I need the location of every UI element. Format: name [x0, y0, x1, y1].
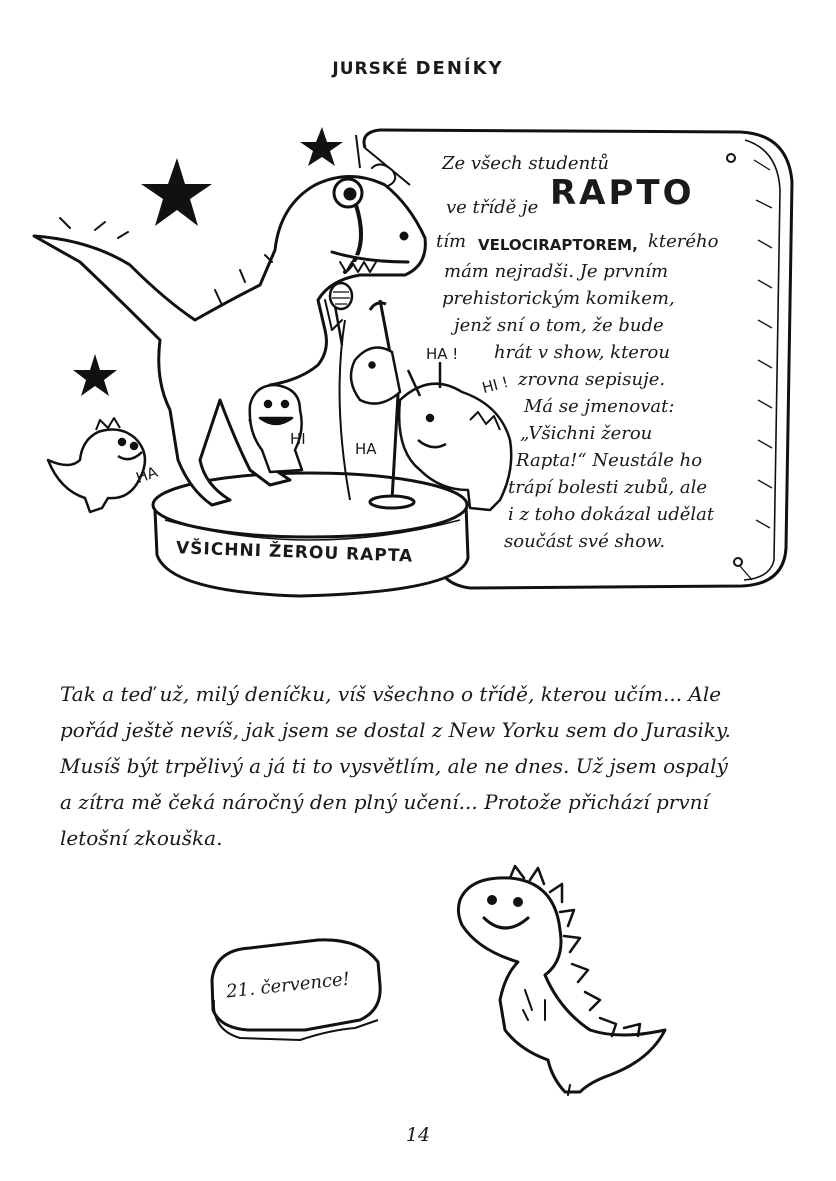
laugh-label: HA	[133, 462, 160, 488]
stone-date-label: 21. července!	[225, 968, 351, 1003]
series-title-word2: DENÍKY	[415, 58, 504, 79]
laugh-label: HA !	[426, 345, 459, 363]
bubble-line: mám nejradši. Je prvním	[444, 261, 669, 282]
bubble-line: součást své show.	[504, 531, 666, 552]
bubble-line: zrovna sepisuje.	[518, 369, 666, 390]
bubble-line: Má se jmenovat:	[524, 396, 675, 417]
star-icon	[73, 354, 117, 396]
bubble-line: „Všichni žerou	[520, 423, 653, 444]
bubble-line: trápí bolesti zubů, ale	[508, 477, 708, 498]
body-line: Musíš být trpělivý a já ti to vysvětlím, ale ne dnes. Už jsem ospalý	[60, 754, 728, 778]
bubble-line: hrát v show, kterou	[494, 342, 670, 363]
star-icon	[300, 127, 343, 166]
bubble-line: jenž sní o tom, že bude	[454, 315, 664, 336]
bubble-line: ve třídě je	[446, 197, 539, 218]
laugh-label: HI !	[480, 372, 511, 398]
bubble-line: Rapta!“ Neustále ho	[516, 450, 703, 471]
body-line: Tak a teď už, milý deníčku, víš všechno o třídě, kterou učím... Ale	[60, 682, 722, 706]
laugh-label: HI	[290, 430, 306, 448]
laugh-label: HA	[355, 440, 377, 458]
smiling-dinosaur	[458, 866, 665, 1095]
bubble-line: Ze všech studentů	[442, 153, 609, 174]
series-title-word1: JURSKÉ	[332, 59, 409, 79]
velociraptor-word: VELOCIRAPTOREM,	[478, 236, 638, 254]
bubble-line: tím	[436, 231, 467, 252]
pedestal-label: VŠICHNI ŽEROU RAPTA	[175, 538, 414, 567]
small-dino-left	[48, 418, 145, 512]
body-paragraph	[60, 676, 790, 856]
rapto-name: RAPTO	[550, 173, 695, 213]
small-dino-back	[351, 348, 400, 404]
bubble-line: kterého	[648, 231, 719, 252]
bubble-line: i z toho dokázal udělat	[508, 504, 715, 525]
star-icon	[141, 158, 212, 226]
bubble-line: prehistorickým komikem,	[442, 288, 675, 309]
page-number: 14	[405, 1124, 431, 1146]
body-line: a zítra mě čeká náročný den plný učení... Protože přichází první	[60, 790, 709, 814]
body-line: letošní zkouška.	[60, 826, 223, 850]
body-line: pořád ještě nevíš, jak jsem se dostal z New Yorku sem do Jurasiky.	[60, 718, 731, 742]
